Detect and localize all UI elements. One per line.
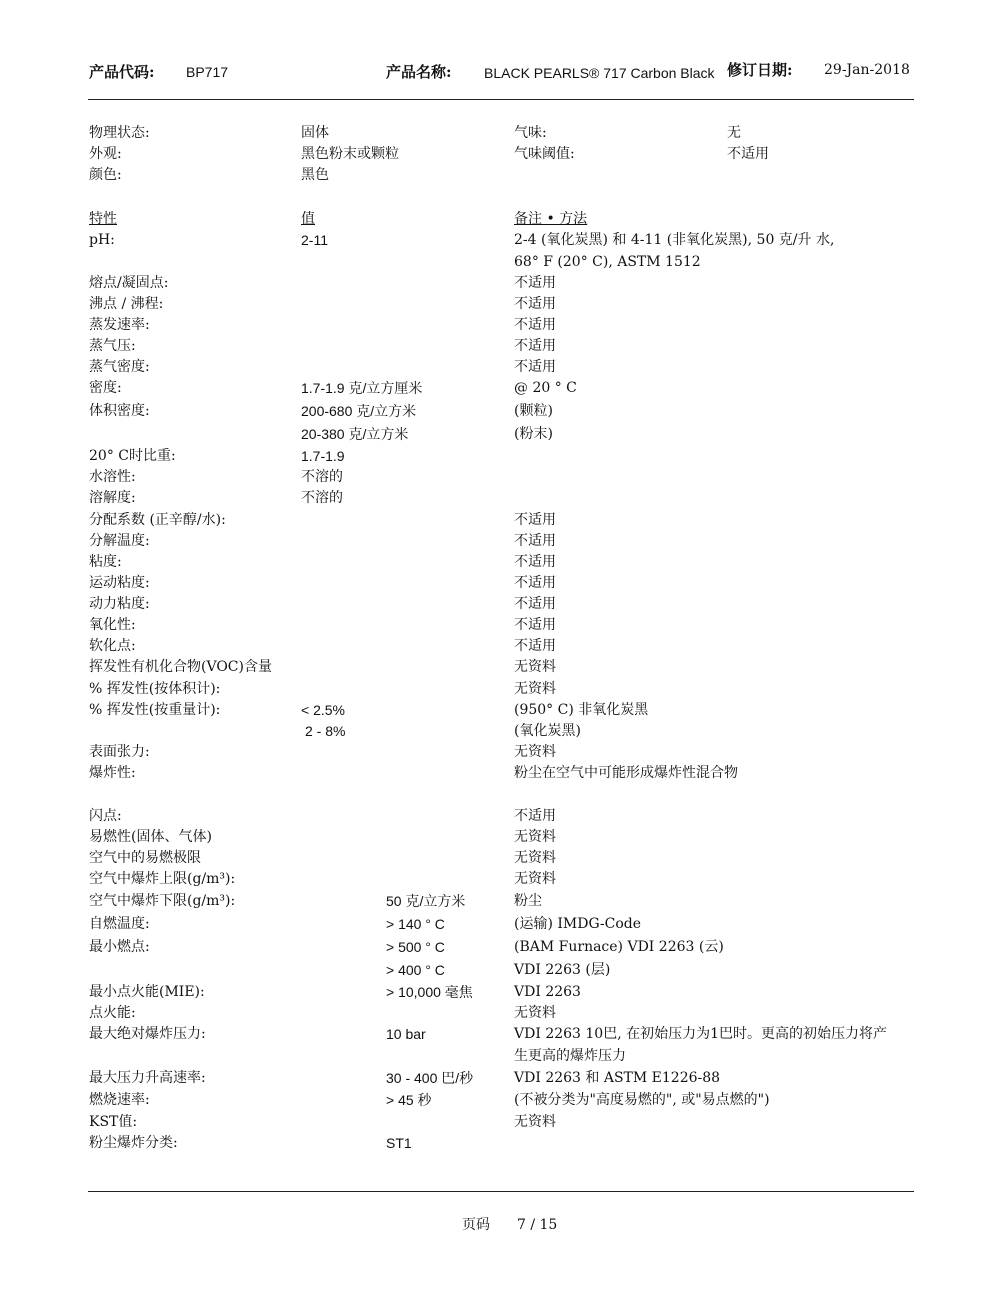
property-remark: 无资料 bbox=[514, 1114, 556, 1130]
property-remark: @ 20 ° C bbox=[514, 380, 577, 396]
property-remark: 不适用 bbox=[514, 617, 556, 633]
revision-date-label: 修订日期: bbox=[727, 61, 793, 79]
property-value: < 2.5% bbox=[301, 702, 345, 718]
revision-date-value: 29-Jan-2018 bbox=[824, 62, 910, 78]
property-label: 沸点 / 沸程: bbox=[89, 296, 164, 312]
property-label: 蒸气压: bbox=[89, 338, 136, 354]
property-value: 30 - 400 巴/秒 bbox=[386, 1070, 474, 1086]
property-remark: 不适用 bbox=[514, 512, 556, 528]
property-remark: (不被分类为"高度易燃的", 或"易点燃的") bbox=[514, 1092, 770, 1108]
property-column-heading: 特性 bbox=[89, 211, 117, 227]
property-remark: 不适用 bbox=[514, 338, 556, 354]
odor-threshold-label: 气味阈值: bbox=[514, 146, 575, 162]
property-remark: 生更高的爆炸压力 bbox=[514, 1048, 626, 1064]
property-label: 软化点: bbox=[89, 638, 136, 654]
property-remark: 不适用 bbox=[514, 533, 556, 549]
property-remark: (BAM Furnace) VDI 2263 (云) bbox=[514, 939, 724, 955]
property-remark: 粉尘 bbox=[514, 893, 542, 909]
property-remark: (粉末) bbox=[514, 426, 553, 442]
property-label: 水溶性: bbox=[89, 469, 136, 485]
property-value: 2 - 8% bbox=[305, 723, 346, 739]
property-remark: 不适用 bbox=[514, 575, 556, 591]
product-name-value: BLACK PEARLS® 717 Carbon Black bbox=[484, 65, 715, 81]
appearance-value: 黑色粉末或颗粒 bbox=[301, 146, 399, 162]
property-remark: VDI 2263 bbox=[514, 984, 581, 1000]
property-value: 1.7-1.9 bbox=[301, 448, 345, 464]
property-label: 空气中爆炸上限(g/m³): bbox=[89, 871, 236, 887]
property-label: 溶解度: bbox=[89, 490, 136, 506]
property-label: 最大压力升高速率: bbox=[89, 1070, 206, 1086]
property-value: 1.7-1.9 克/立方厘米 bbox=[301, 380, 423, 396]
property-label: 分解温度: bbox=[89, 533, 150, 549]
property-remark: 无资料 bbox=[514, 744, 556, 760]
property-label: 最小点火能(MIE): bbox=[89, 984, 205, 1000]
property-value: 200-680 克/立方米 bbox=[301, 403, 417, 419]
odor-value: 无 bbox=[727, 125, 741, 141]
property-remark: 不适用 bbox=[514, 596, 556, 612]
property-remark: (950° C) 非氧化炭黑 bbox=[514, 702, 649, 718]
footer-divider bbox=[88, 1191, 914, 1192]
property-label: 最大绝对爆炸压力: bbox=[89, 1026, 206, 1042]
property-label: 20° C时比重: bbox=[89, 448, 176, 464]
property-label: 熔点/凝固点: bbox=[89, 275, 169, 291]
property-remark: 无资料 bbox=[514, 850, 556, 866]
property-remark: 不适用 bbox=[514, 808, 556, 824]
property-remark: 无资料 bbox=[514, 659, 556, 675]
property-label: 动力粘度: bbox=[89, 596, 150, 612]
property-label: 空气中的易燃极限 bbox=[89, 850, 201, 866]
property-label: 蒸发速率: bbox=[89, 317, 150, 333]
property-label: 粉尘爆炸分类: bbox=[89, 1135, 178, 1151]
property-remark: 无资料 bbox=[514, 1005, 556, 1021]
property-value: > 45 秒 bbox=[386, 1092, 432, 1108]
property-remark: VDI 2263 10巴, 在初始压力为1巴时。更高的初始压力将产 bbox=[514, 1026, 888, 1042]
property-label: pH: bbox=[89, 232, 115, 248]
property-label: 空气中爆炸下限(g/m³): bbox=[89, 893, 236, 909]
property-remark: (氧化炭黑) bbox=[514, 723, 581, 739]
property-value: 20-380 克/立方米 bbox=[301, 426, 409, 442]
property-remark: 不适用 bbox=[514, 275, 556, 291]
property-label: 爆炸性: bbox=[89, 765, 136, 781]
property-remark: VDI 2263 和 ASTM E1226-88 bbox=[514, 1070, 721, 1086]
odor-label: 气味: bbox=[514, 125, 547, 141]
product-code-label: 产品代码: bbox=[89, 63, 155, 81]
property-value: 2-11 bbox=[301, 232, 328, 248]
property-label: 分配系数 (正辛醇/水): bbox=[89, 512, 226, 528]
property-label: 燃烧速率: bbox=[89, 1092, 150, 1108]
property-value: 10 bar bbox=[386, 1026, 426, 1042]
property-remark: 无资料 bbox=[514, 829, 556, 845]
property-value: ST1 bbox=[386, 1135, 412, 1151]
property-label: 自燃温度: bbox=[89, 916, 150, 932]
property-remark: 无资料 bbox=[514, 681, 556, 697]
property-remark: VDI 2263 (层) bbox=[514, 962, 611, 978]
property-label: 体积密度: bbox=[89, 403, 150, 419]
product-name-label: 产品名称: bbox=[386, 63, 452, 81]
property-remark: 2-4 (氧化炭黑) 和 4-11 (非氧化炭黑), 50 克/升 水, bbox=[514, 232, 835, 248]
product-code-value: BP717 bbox=[186, 64, 229, 80]
property-remark: 不适用 bbox=[514, 359, 556, 375]
property-label: 蒸气密度: bbox=[89, 359, 150, 375]
property-value: 不溶的 bbox=[301, 490, 343, 506]
property-label: % 挥发性(按重量计): bbox=[89, 702, 221, 718]
property-label: % 挥发性(按体积计): bbox=[89, 681, 221, 697]
property-value: > 400 ° C bbox=[386, 962, 445, 978]
page-number-value: 7 / 15 bbox=[517, 1217, 558, 1233]
property-label: 氧化性: bbox=[89, 617, 136, 633]
property-remark: 不适用 bbox=[514, 296, 556, 312]
physical-state-label: 物理状态: bbox=[89, 125, 150, 141]
odor-threshold-value: 不适用 bbox=[727, 146, 769, 162]
property-remark: (颗粒) bbox=[514, 403, 553, 419]
property-remark: 不适用 bbox=[514, 638, 556, 654]
value-column-heading: 值 bbox=[301, 211, 315, 227]
property-label: 表面张力: bbox=[89, 744, 150, 760]
property-value: 50 克/立方米 bbox=[386, 893, 466, 909]
property-label: 点火能: bbox=[89, 1005, 136, 1021]
remarks-column-heading: 备注 • 方法 bbox=[514, 211, 588, 227]
property-remark: 无资料 bbox=[514, 871, 556, 887]
property-value: > 140 ° C bbox=[386, 916, 445, 932]
appearance-label: 外观: bbox=[89, 146, 122, 162]
color-value: 黑色 bbox=[301, 167, 329, 183]
property-value: 不溶的 bbox=[301, 469, 343, 485]
property-label: 密度: bbox=[89, 380, 122, 396]
property-label: 挥发性有机化合物(VOC)含量 bbox=[89, 659, 272, 675]
property-remark: 粉尘在空气中可能形成爆炸性混合物 bbox=[514, 765, 738, 781]
property-remark: 不适用 bbox=[514, 554, 556, 570]
property-label: 运动粘度: bbox=[89, 575, 150, 591]
property-label: KST值: bbox=[89, 1114, 138, 1130]
physical-state-value: 固体 bbox=[301, 125, 329, 141]
property-remark: (运输) IMDG-Code bbox=[514, 916, 642, 932]
property-remark: 68° F (20° C), ASTM 1512 bbox=[514, 254, 701, 270]
color-label: 颜色: bbox=[89, 167, 122, 183]
property-remark: 不适用 bbox=[514, 317, 556, 333]
property-label: 最小燃点: bbox=[89, 939, 150, 955]
header-divider bbox=[88, 99, 914, 100]
page-number-label: 页码 bbox=[462, 1217, 490, 1233]
property-label: 闪点: bbox=[89, 808, 122, 824]
property-label: 易燃性(固体、气体) bbox=[89, 829, 212, 845]
property-value: > 10,000 毫焦 bbox=[386, 984, 473, 1000]
property-value: > 500 ° C bbox=[386, 939, 445, 955]
property-label: 粘度: bbox=[89, 554, 122, 570]
